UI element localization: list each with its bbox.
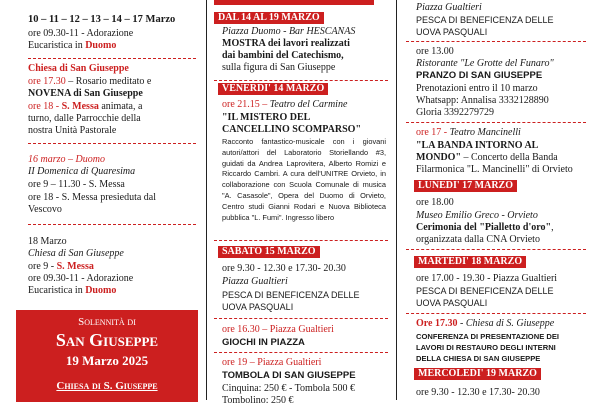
divider <box>214 352 388 353</box>
divider <box>214 318 388 319</box>
box-line-4: Chiesa di S. Giuseppe <box>56 380 158 392</box>
adoration-1-line2: Eucaristica in Duomo <box>28 40 117 51</box>
ristorante: Ristorante "Le Grotte del Funaro" <box>416 58 554 69</box>
pesca-top-2: UOVA PASQUALI <box>416 27 488 37</box>
play-title-2: CANCELLINO SCOMPARSO" <box>222 124 361 135</box>
banda-title-2: MONDO" – Concerto della Banda <box>416 152 558 163</box>
cna: organizzata dalla CNA Orvieto <box>416 234 540 245</box>
divider <box>406 41 586 42</box>
pesca-top: PESCA DI BENEFICENZA DELLE <box>416 15 554 25</box>
vescovo: Vescovo <box>28 204 62 215</box>
ore-13: ore 13.00 <box>416 46 454 57</box>
messa-18: ore 18 - S. Messa presieduta dal <box>28 192 157 203</box>
ore-18: ore 18.00 <box>416 197 454 208</box>
pesca-place: Piazza Gualtieri <box>222 276 288 287</box>
date-18: 18 Marzo <box>28 236 67 247</box>
column-separator <box>206 0 207 400</box>
cerimonia: Cerimonia del "Pialletto d'oro", <box>416 222 554 233</box>
divider <box>214 80 388 81</box>
pesca-time: ore 9.30 - 12.30 e 17.30- 20.30 <box>222 263 346 274</box>
pesca2-title: PESCA DI BENEFICENZA DELLE <box>416 286 554 296</box>
adoration-2: ore 09.30-11 - Adorazione <box>28 273 134 284</box>
date-16: 16 marzo – Duomo <box>28 154 105 165</box>
ore-9: ore 9 - S. Messa <box>28 261 94 272</box>
box-line-2: San Giuseppe <box>55 330 159 350</box>
divider <box>214 240 388 241</box>
giochi-title: GIOCHI IN PIAZZA <box>222 337 305 348</box>
messa-1130: ore 9 – 11.30 - S. Messa <box>28 179 125 190</box>
messa: ore 18 - S. Messa animata, a <box>28 101 143 112</box>
play-description: Racconto fantastico-musicale con i giovani autori/attori del Laboratorio Storiellando #3, guidati da Andrea Laprovitera, Alberto Romizi e Riccardo Cambri. A cura dell'UNITRE Orvieto, in collaborazione con Scuola Comunale di musica "A. Casasole", Opera del Duomo di Orvieto, Centro studi Gianni Rodari e Nuova Biblioteca pubblica "L. Fumi". Ingresso libero <box>222 137 386 222</box>
gloria: Gloria 3392279729 <box>416 107 495 118</box>
banda-time: ore 17 - Teatro Mancinelli <box>416 127 521 138</box>
mostra-place: Piazza Duomo - Bar HESCANAS <box>222 26 356 37</box>
pesca-title-2: UOVA PASQUALI <box>222 302 294 312</box>
divider <box>28 224 196 225</box>
mostra-text: sulla figura di San Giuseppe <box>222 62 336 73</box>
messa-line2: turno, dalle Parrocchie della <box>28 113 141 124</box>
tombola-prize-2: Tombolino: 250 € <box>222 395 294 406</box>
pesca2-time: ore 17.00 - 19.30 - Piazza Gualtieri <box>416 273 558 284</box>
header-lunedi: LUNEDI' 17 MARZO <box>414 180 517 192</box>
pranzo: PRANZO DI SAN GIUSEPPE <box>416 70 543 81</box>
mostra-title-2: dai bambini del Catechismo, <box>222 50 344 61</box>
solemnity-box <box>16 310 198 402</box>
header-sabato: SABATO 15 MARZO <box>218 246 320 258</box>
banda-text-2: Filarmonica "L. Mancinelli" di Orvieto <box>416 164 573 175</box>
adoration-2-line2: Eucaristica in Duomo <box>28 285 117 296</box>
divider <box>406 313 586 314</box>
pesca2-title-2: UOVA PASQUALI <box>416 298 488 308</box>
divider <box>406 122 586 123</box>
header-venerdi: VENERDI' 14 MARZO <box>218 83 328 95</box>
whatsapp: Whatsapp: Annalisa 3332128890 <box>416 95 549 106</box>
conferenza-1: CONFERENZA DI PRESENTAZIONE DEI <box>416 332 560 341</box>
pesca-title: PESCA DI BENEFICENZA DELLE <box>222 290 360 300</box>
conferenza-time: Ore 17.30 - Chiesa di S. Giuseppe <box>416 318 555 329</box>
header-14-19-marzo: DAL 14 AL 19 MARZO <box>214 12 324 24</box>
play-title: "IL MISTERO DEL <box>222 112 311 123</box>
divider <box>28 58 196 59</box>
header-martedi: MARTEDI' 18 MARZO <box>414 256 526 268</box>
conferenza-2: LAVORI DI RESTAURO DEGLI INTERNI <box>416 343 556 352</box>
divider <box>28 143 196 144</box>
banda-title: "LA BANDA INTORNO AL <box>416 140 539 151</box>
tombola-time: ore 19 – Piazza Gualtieri <box>222 357 322 368</box>
prenotazioni: Prenotazioni entro il 10 marzo <box>416 83 538 94</box>
box-line-3: 19 Marzo 2025 <box>65 353 149 368</box>
last-time: ore 9.30 - 12.30 e 17.30- 20.30 <box>416 387 540 398</box>
tombola-title: TOMBOLA DI SAN GIUSEPPE <box>222 370 356 381</box>
chiesa-san-giuseppe: Chiesa di San Giuseppe <box>28 63 129 74</box>
giochi-time: ore 16.30 – Piazza Gualtieri <box>222 324 334 335</box>
place-top: Piazza Gualtieri <box>416 2 482 13</box>
mostra-title: MOSTRA dei lavori realizzati <box>222 38 350 49</box>
header-mercoledi: MERCOLEDI' 19 MARZO <box>414 368 541 380</box>
rosario: ore 17.30 – Rosario meditato e <box>28 76 152 87</box>
divider <box>406 249 586 250</box>
teatro-time: ore 21.15 – Teatro del Carmine <box>222 99 348 110</box>
adoration-1: ore 09.30-11 - Adorazione <box>28 28 134 39</box>
dates-line: 10 – 11 – 12 – 13 – 14 – 17 Marzo <box>28 14 176 25</box>
column-separator <box>396 0 397 400</box>
chiesa-san-giuseppe-2: Chiesa di San Giuseppe <box>28 248 124 259</box>
novena: NOVENA di San Giuseppe <box>28 88 143 99</box>
header-bar <box>214 0 374 5</box>
box-line-1: Solennità di <box>78 316 136 328</box>
messa-line3: nostra Unità Pastorale <box>28 125 117 136</box>
domenica: II Domenica di Quaresima <box>28 166 136 177</box>
tombola-prize: Cinquina: 250 € - Tombola 500 € <box>222 383 355 394</box>
museo: Museo Emilio Greco - Orvieto <box>416 210 538 221</box>
conferenza-3: DELLA CHIESA DI SAN GIUSEPPE <box>416 354 541 363</box>
